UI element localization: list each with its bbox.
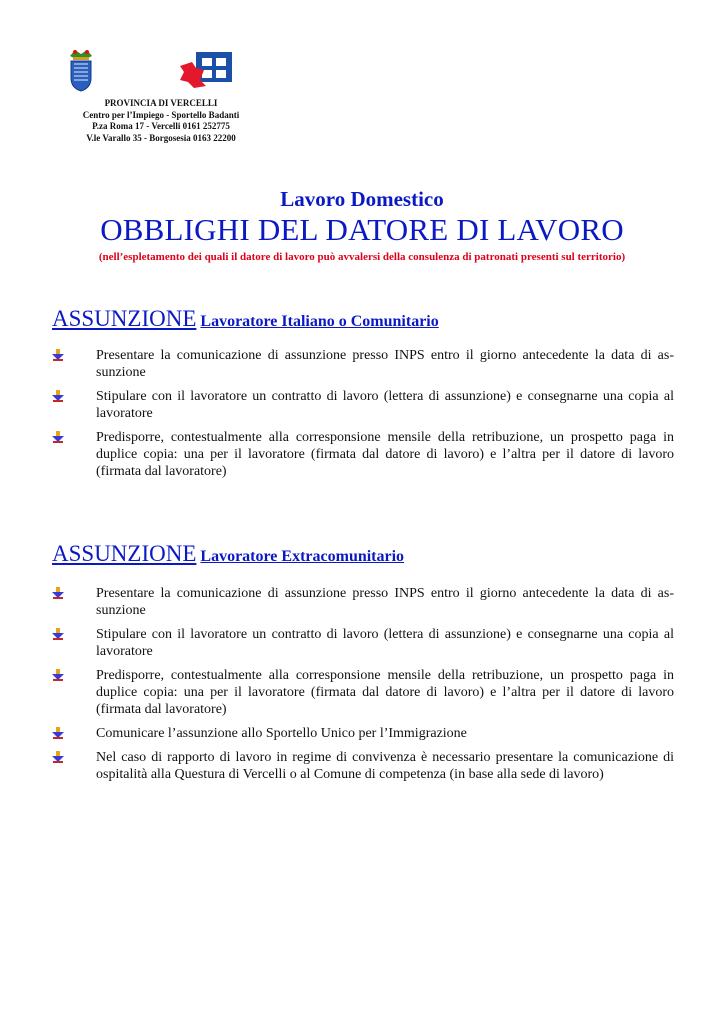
list-item (52, 347, 674, 381)
section-heading-main: ASSUNZIONE (52, 306, 197, 331)
list-item-text: Comunicare l’assunzione allo Sportello Unico per l’Immigrazione (96, 726, 467, 741)
list-item-text: Stipulare con il lavoratore un contratto di lavoro (lettera di assunzione) e consegnarne una copia al lavoratore (96, 389, 674, 421)
address-line: V.le Varallo 35 - Borgosesia 0163 22200 (86, 132, 236, 143)
list-item (52, 388, 674, 422)
section-heading-italiano (52, 306, 439, 332)
arrow-bullet-icon (52, 669, 64, 681)
patronati-note: (nell’espletamento dei quali il datore di lavoro può avvalersi della consulenza di patronati presenti sul territorio) (98, 251, 626, 263)
office-address (66, 98, 256, 144)
list-item (52, 626, 674, 660)
list-item (52, 667, 674, 718)
address-line: PROVINCIA DI VERCELLI (104, 98, 218, 108)
arrow-bullet-icon (52, 390, 64, 402)
header-logos (66, 48, 246, 96)
arrow-bullet-icon (52, 349, 64, 361)
list-item (52, 749, 674, 783)
section-heading-sub: Lavoratore Extracomunitario (200, 548, 405, 565)
section-heading-sub: Lavoratore Italiano o Comunitario (200, 313, 439, 330)
document-subtitle: Lavoro Domestico (280, 187, 444, 211)
list-item-text: Presentare la comunicazione di assunzione presso INPS entro il giorno antecedente la data di as-sunzione (96, 348, 674, 380)
title-block (0, 186, 724, 264)
document-title: OBBLIGHI DEL DATORE DI LAVORO (100, 212, 624, 247)
arrow-bullet-icon (52, 628, 64, 640)
arrow-bullet-icon (52, 587, 64, 599)
address-line: P.za Roma 17 - Vercelli 0161 252775 (92, 121, 230, 131)
provincia-crest-logo (66, 48, 96, 92)
list-item-text: Presentare la comunicazione di assunzione presso INPS entro il giorno antecedente la data di as-sunzione (96, 586, 674, 618)
section-heading-extracomunitario (52, 541, 404, 567)
list-item-text: Predisporre, contestualmente alla corresponsione mensile della retribuzione, un prospetto paga in duplice copia: una per il lavoratore (firmata dal datore di lavoro) e l’altra per il datore di lavoro (firmata dal lavoratore) (96, 668, 674, 717)
list-item-text: Stipulare con il lavoratore un contratto di lavoro (lettera di assunzione) e consegnarne una copia al lavoratore (96, 627, 674, 659)
obligations-list-italiano (52, 347, 674, 487)
list-item-text: Predisporre, contestualmente alla corresponsione mensile della retribuzione, un prospetto paga in duplice copia: una per il lavoratore (firmata dal datore di lavoro) e l’altra per il datore di lavoro (firmata dal lavoratore) (96, 430, 674, 479)
list-item-text: Nel caso di rapporto di lavoro in regime di convivenza è necessario presentare la comunicazione di ospitalità alla Questura di Vercelli o al Comune di competenza (in base alla sede di lavoro) (96, 750, 674, 782)
obligations-list-extracomunitario (52, 585, 674, 790)
arrow-bullet-icon (52, 727, 64, 739)
arrow-bullet-icon (52, 431, 64, 443)
address-line: Centro per l’Impiego - Sportello Badanti (82, 109, 240, 120)
puzzle-logo (178, 50, 236, 90)
list-item (52, 429, 674, 480)
arrow-bullet-icon (52, 751, 64, 763)
section-heading-main: ASSUNZIONE (52, 541, 197, 566)
list-item (52, 585, 674, 619)
list-item (52, 725, 674, 742)
